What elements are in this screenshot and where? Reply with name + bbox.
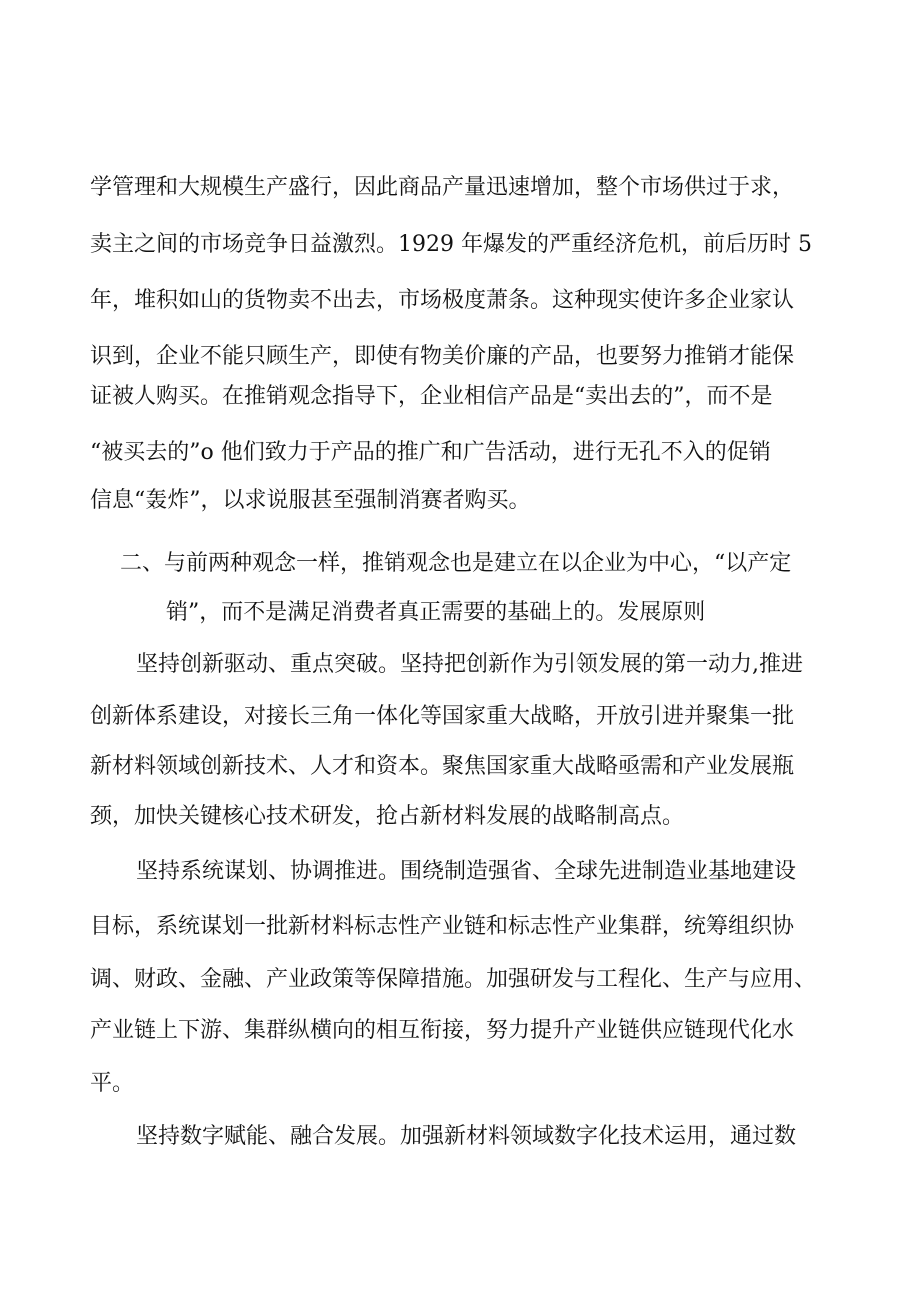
paragraph-2-line-2: 创新体系建设，对接长三角一体化等国家重大战略，开放引进并聚集一批 <box>90 704 795 729</box>
paragraph-3-line-3: 调、财政、金融、产业政策等保障措施。加强研发与工程化、生产与应用、 <box>90 967 817 992</box>
paragraph-4-line-1: 坚持数字赋能、融合发展。加强新材料领域数字化技术运用，通过数 <box>136 1124 797 1149</box>
paragraph-3-line-1: 坚持系统谋划、协调推进。围绕制造强省、全球先进制造业基地建设 <box>136 859 797 884</box>
paragraph-2-line-3: 新材料领域创新技术、人才和资本。聚焦国家重大战略亟需和产业发展瓶 <box>90 754 795 779</box>
paragraph-3-line-4: 产业链上下游、集群纵横向的相互衔接，努力提升产业链供应链现代化水 <box>90 1018 795 1043</box>
paragraph-3-line-5: 平。 <box>90 1071 135 1096</box>
paragraph-1-line-2: 卖主之间的市场竞争日益激烈。1929 年爆发的严重经济危机，前后历时 5 <box>90 232 812 257</box>
paragraph-1-line-4: 识到，企业不能只顾生产，即使有物美价廉的产品，也要努力推销才能保 <box>90 344 795 369</box>
paragraph-2-line-4: 颈，加快关键核心技术研发，抢占新材料发展的战略制高点。 <box>90 804 685 829</box>
section-heading-line-1: 二、与前两种观念一样，推销观念也是建立在以企业为中心，“以产定 <box>120 551 792 576</box>
paragraph-1-line-3: 年，堆积如山的货物卖不出去，市场极度萧条。这种现实使许多企业家认 <box>90 288 795 313</box>
paragraph-1-line-1: 学管理和大规模生产盛行，因此商品产量迅速增加，整个市场供过于求， <box>90 175 795 200</box>
paragraph-1-line-5: 证被人购买。在推销观念指导下，企业相信产品是“卖出去的”，而不是 <box>90 384 773 409</box>
section-heading-line-2: 销”，而不是满足消费者真正需要的基础上的。发展原则 <box>166 600 706 625</box>
paragraph-2-line-1: 坚持创新驱动、重点突破。坚持把创新作为引领发展的第一动力,推进 <box>136 652 803 677</box>
paragraph-3-line-2: 目标，系统谋划一批新材料标志性产业链和标志性产业集群，统筹组织协 <box>90 914 795 939</box>
paragraph-1-line-7: 信息“轰炸”，以求说服甚至强制消赛者购买。 <box>90 488 531 513</box>
paragraph-1-line-6: “被买去的”o 他们致力于产品的推广和广告活动，进行无孔不入的促销 <box>90 440 771 465</box>
